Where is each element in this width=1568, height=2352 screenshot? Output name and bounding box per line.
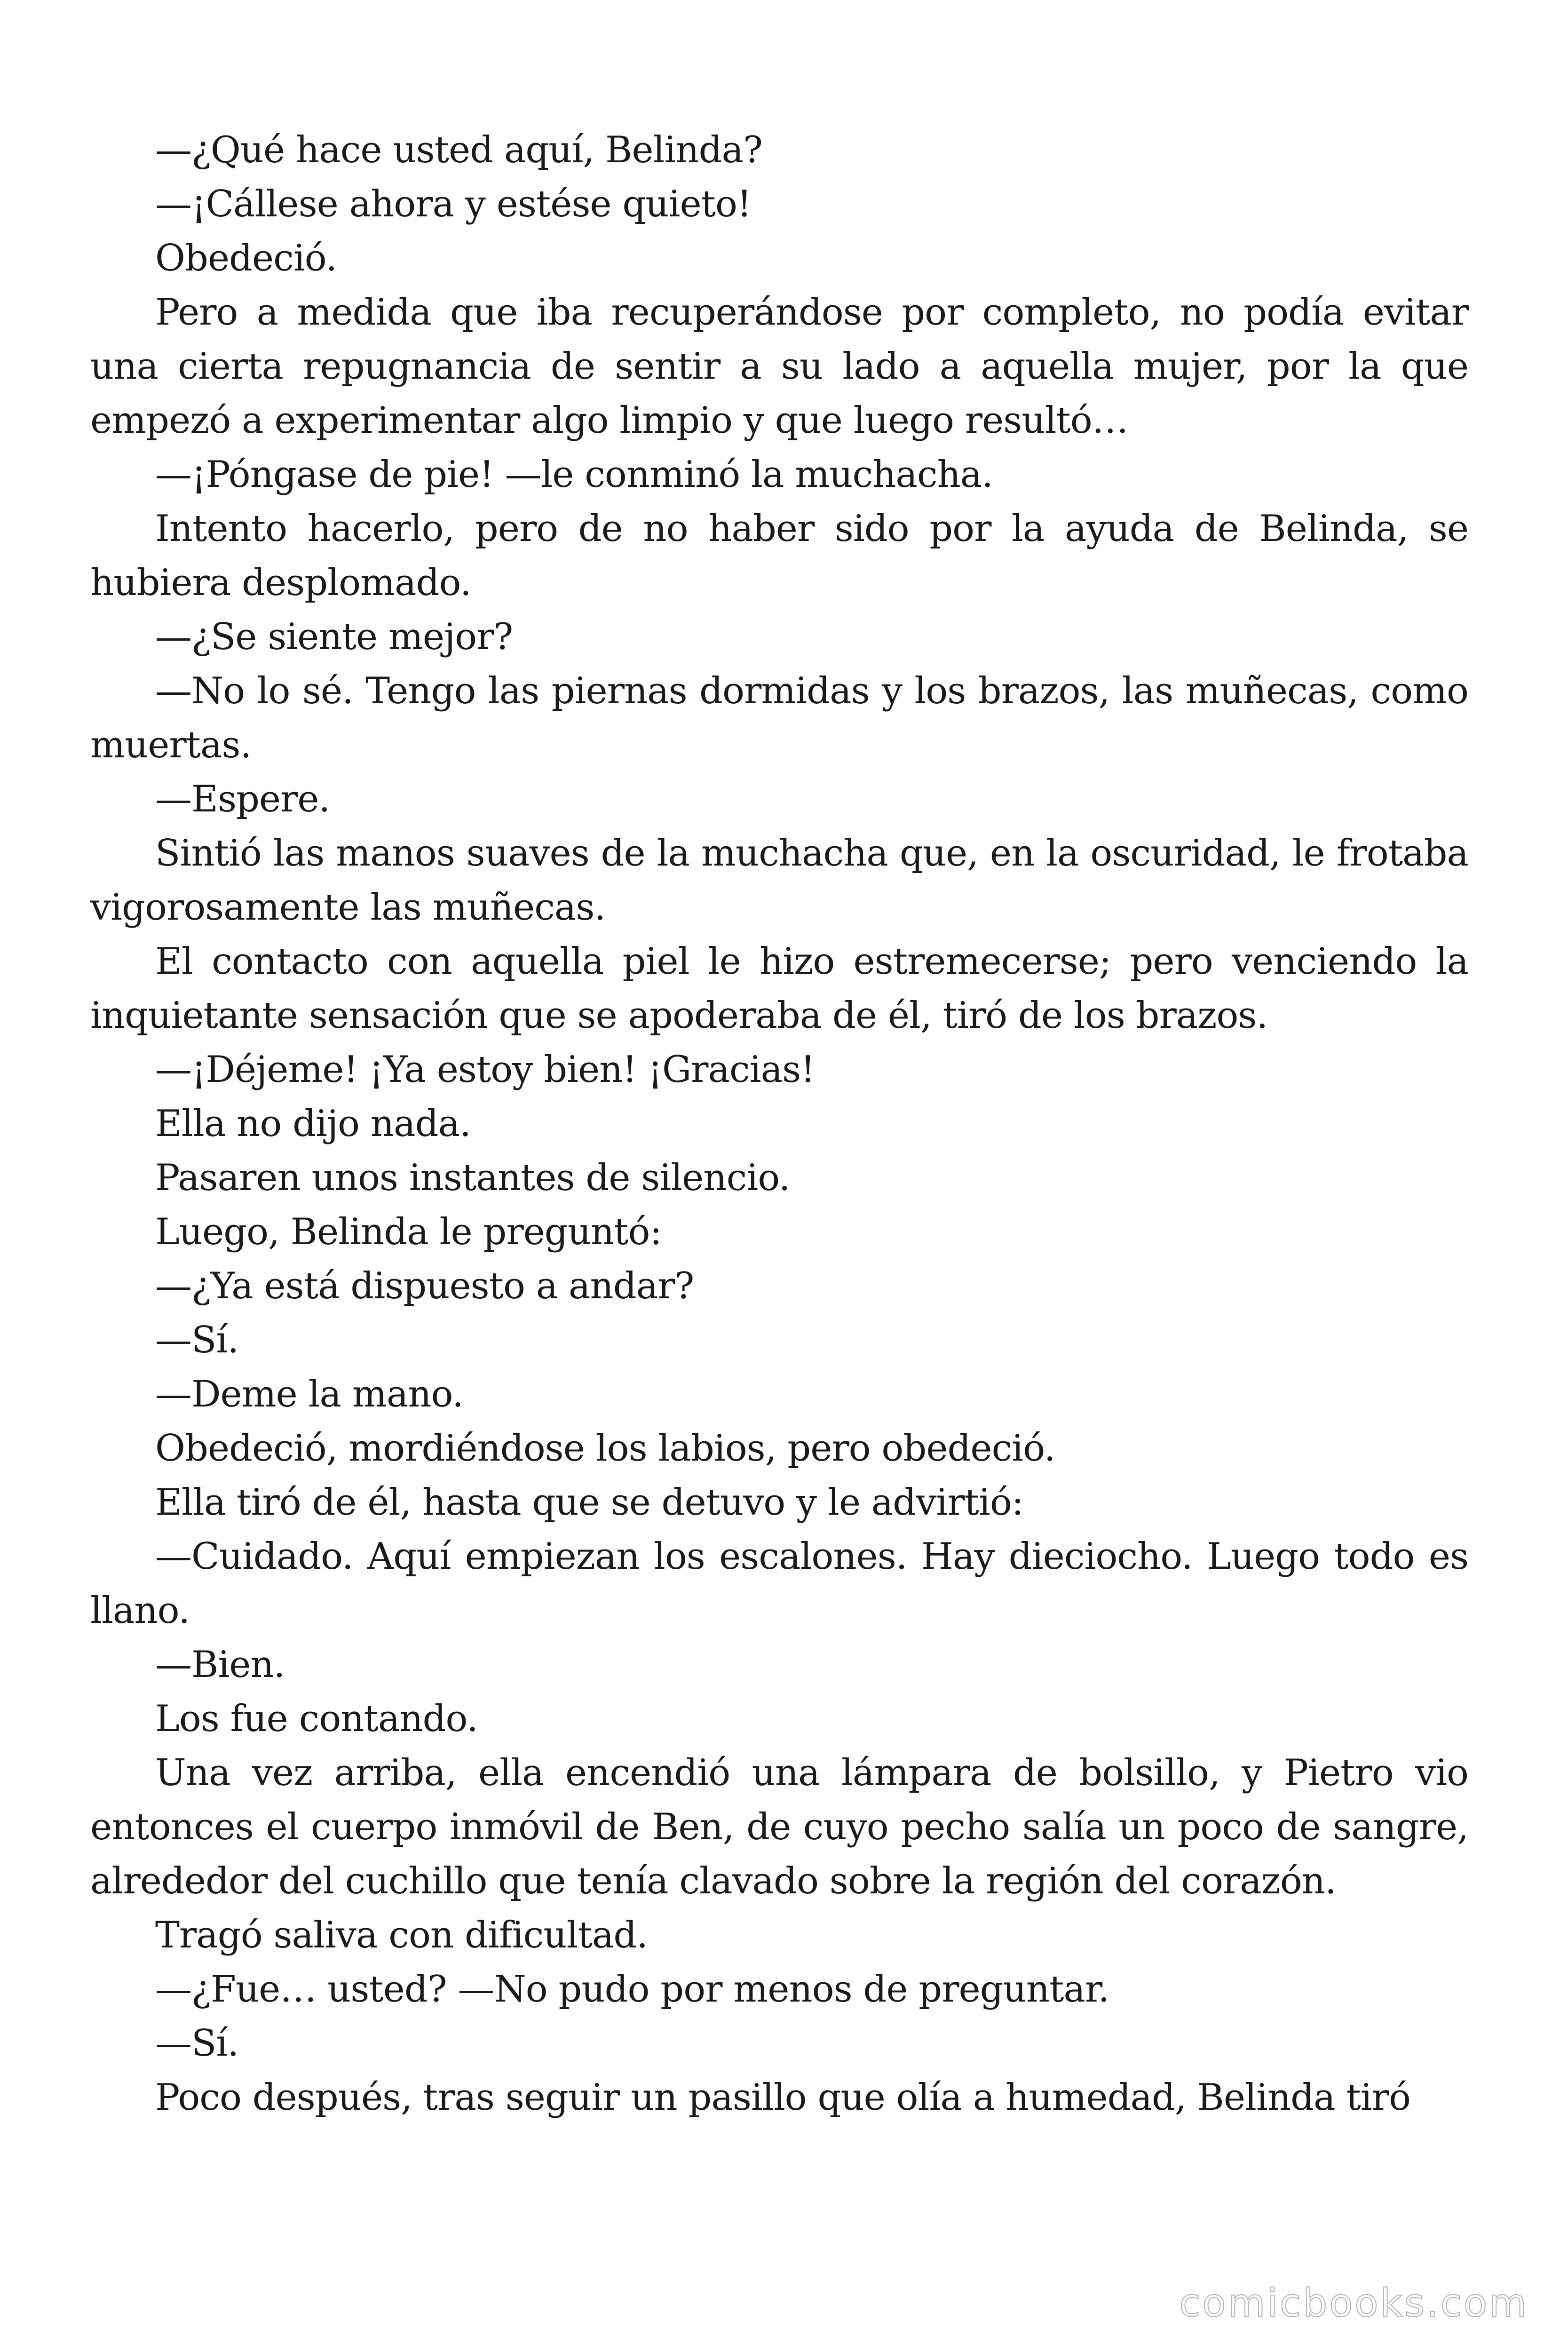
paragraph: Luego, Belinda le preguntó: bbox=[155, 1211, 662, 1253]
paragraph: Los fue contando. bbox=[155, 1698, 478, 1740]
paragraph: Una vez arriba, ella encendió una lámpara de bolsillo, y Pietro vio entonces el cuerpo inmóvil de Ben, de cuyo pecho salía un poco de sangre, alrededor del cuchillo que tenía clavado sobre la región del corazón. bbox=[90, 1752, 1468, 1902]
paragraph: Obedeció, mordiéndose los labios, pero obedeció. bbox=[155, 1427, 1055, 1470]
paragraph: —¿Se siente mejor? bbox=[155, 616, 513, 658]
paragraph: —¿Qué hace usted aquí, Belinda? bbox=[155, 129, 762, 171]
paragraph: —¡Póngase de pie! —le conminó la muchacha. bbox=[155, 453, 993, 496]
paragraph: Intento hacerlo, pero de no haber sido por la ayuda de Belinda, se hubiera desplomado. bbox=[90, 508, 1468, 604]
paragraph: —¡Cállese ahora y estése quieto! bbox=[155, 183, 752, 225]
paragraph: —Sí. bbox=[155, 1319, 239, 1361]
book-page-text bbox=[90, 123, 1468, 2125]
paragraph: —Deme la mano. bbox=[155, 1373, 463, 1415]
paragraph: —¿Fue… usted? —No pudo por menos de preguntar. bbox=[155, 1968, 1109, 2010]
paragraph: Poco después, tras seguir un pasillo que olía a humedad, Belinda tiró bbox=[155, 2076, 1410, 2119]
paragraph: —¿Ya está dispuesto a andar? bbox=[155, 1265, 694, 1307]
paragraph: —Bien. bbox=[155, 1644, 285, 1686]
paragraph: Tragó saliva con dificultad. bbox=[155, 1914, 648, 1956]
paragraph: —Sí. bbox=[155, 2022, 239, 2065]
paragraph: El contacto con aquella piel le hizo estremecerse; pero venciendo la inquietante sensación que se apoderaba de él, tiró de los brazos. bbox=[90, 940, 1468, 1037]
paragraph: Obedeció. bbox=[155, 237, 337, 279]
paragraph: —Espere. bbox=[155, 778, 330, 820]
paragraph: Pasaren unos instantes de silencio. bbox=[155, 1157, 790, 1199]
paragraph: Ella tiró de él, hasta que se detuvo y le advirtió: bbox=[155, 1481, 1024, 1524]
watermark: comicbooks.com bbox=[1179, 2281, 1528, 2326]
paragraph: Sintió las manos suaves de la muchacha que, en la oscuridad, le frotaba vigorosamente las muñecas. bbox=[90, 832, 1468, 929]
paragraph: —Cuidado. Aquí empiezan los escalones. Hay dieciocho. Luego todo es llano. bbox=[90, 1535, 1468, 1632]
paragraph: —¡Déjeme! ¡Ya estoy bien! ¡Gracias! bbox=[155, 1049, 815, 1091]
paragraph: —No lo sé. Tengo las piernas dormidas y los brazos, las muñecas, como muertas. bbox=[90, 670, 1468, 766]
paragraph: Pero a medida que iba recuperándose por completo, no podía evitar una cierta repugnancia de sentir a su lado a aquella mujer, por la que empezó a experimentar algo limpio y que luego resultó… bbox=[90, 291, 1468, 442]
paragraph: Ella no dijo nada. bbox=[155, 1103, 471, 1145]
